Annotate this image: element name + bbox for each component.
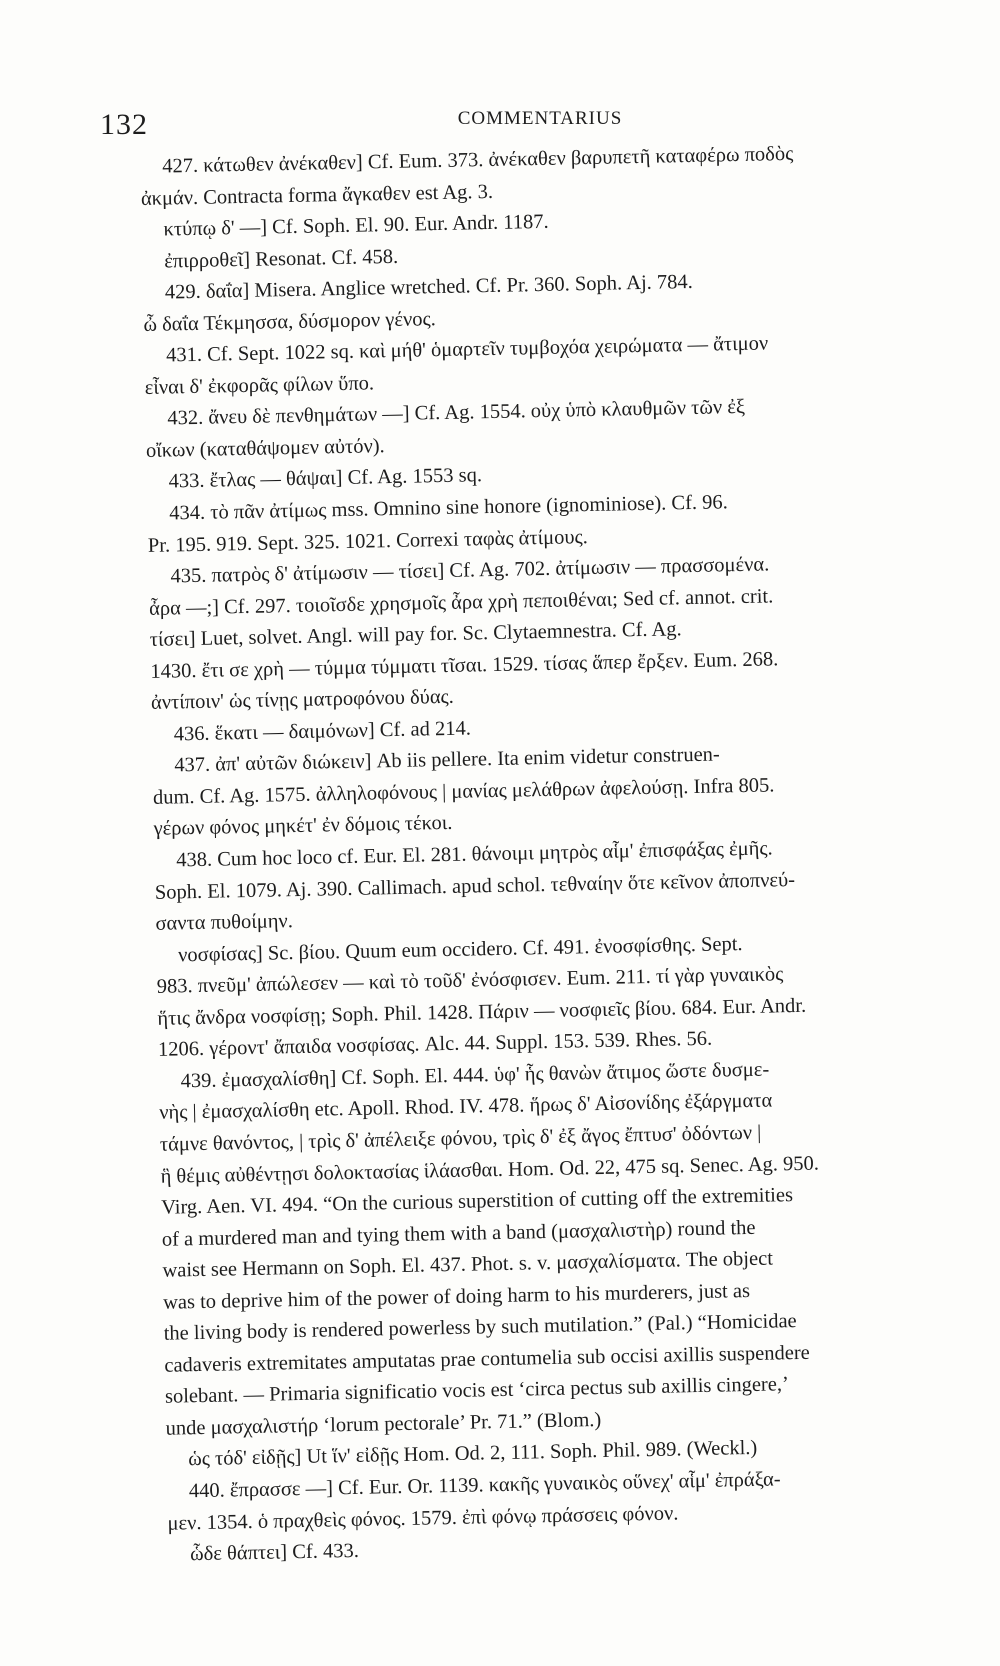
commentary-line: κτύπῳ δ' —] Cf. Soph. El. 90. Eur. Andr. 1187. bbox=[163, 210, 549, 241]
commentary-line: 432. ἄνευ δὲ πενθημάτων —] Cf. Ag. 1554. οὐχ ὑπὸ κλαυθμῶν τῶν ἐξ bbox=[167, 396, 746, 430]
commentary-line: 438. Cum hoc loco cf. Eur. El. 281. θάνοιμι μητρὸς αἷμ' ἐπισφάξας ἐμῆς. bbox=[176, 837, 773, 872]
commentary-line: εἶναι δ' ἐκφορᾶς φίλων ὕπο. bbox=[144, 372, 375, 399]
commentary-line: 1430. ἔτι σε χρὴ — τύμμα τύμματι τῖσαι. 1529. τίσας ἅπερ ἔρξεν. Eum. 268. bbox=[150, 648, 779, 683]
running-head: COMMENTARIUS bbox=[457, 108, 623, 129]
commentary-line: γέρων φόνος μηκέτ' ἐν δόμοις τέκοι. bbox=[153, 812, 453, 841]
commentary-line: ἆρα —;] Cf. 297. τοιοῖσδε χρησμοῖς ἆρα χρὴ πεποιθέναι; Sed cf. annot. crit. bbox=[148, 585, 774, 620]
commentary-line: μεν. 1354. ὁ πραχθεὶς φόνος. 1579. ἐπὶ φόνῳ πράσσεις φόνον. bbox=[167, 1501, 679, 1535]
commentary-line: 437. ἀπ' αὐτῶν διώκειν] Ab iis pellere. Ita enim videtur construen- bbox=[174, 743, 720, 777]
commentary-line: solebant. — Primaria significatio vocis est ‘circa pectus sub axillis cingere,’ bbox=[164, 1373, 790, 1409]
commentary-line: dum. Cf. Ag. 1575. ἀλληλοφόνους | μανίας μελάθρων ἀφελούσῃ. Infra 805. bbox=[152, 774, 775, 809]
commentary-line: νὴς | ἐμασχαλίσθη etc. Apoll. Rhod. IV. 478. ἥρως δ' Αἰσονίδης ἐξάργματα bbox=[159, 1089, 773, 1125]
commentary-line: 436. ἕκατι — δαιμόνων] Cf. ad 214. bbox=[173, 717, 472, 746]
commentary-line: Pr. 195. 919. Sept. 325. 1021. Correxi ταφὰς ἀτίμους. bbox=[147, 525, 588, 557]
commentary-line: σαντα πυθοίμην. bbox=[155, 910, 294, 935]
commentary-line: was to deprive him of the power of doing harm to his murderers, just as bbox=[162, 1279, 751, 1314]
commentary-line: νοσφίσας] Sc. βίου. Quum eum occidero. Cf. 491. ἐνοσφίσθης. Sept. bbox=[177, 932, 743, 967]
commentary-line: cadaveris extremitates amputatas prae contumelia sub occisi axillis suspendere bbox=[164, 1341, 810, 1377]
commentary-line: the living body is rendered powerless by such mutilation.” (Pal.) “Homicidae bbox=[163, 1310, 797, 1345]
commentary-line: ὦ δαΐα Τέκμησσα, δύσμορον γένος. bbox=[143, 307, 436, 336]
commentary-line: Soph. El. 1079. Aj. 390. Callimach. apud schol. τεθναίην ὅτε κεῖνον ἀποπνεύ- bbox=[154, 868, 796, 904]
page-header bbox=[100, 100, 980, 140]
commentary-body bbox=[140, 135, 1000, 1571]
commentary-line: ἀκμάν. Contracta forma ἄγκαθεν est Ag. 3. bbox=[140, 180, 494, 210]
commentary-line: unde μασχαλιστήρ ‘lorum pectorale’ Pr. 71.” (Blom.) bbox=[165, 1408, 602, 1440]
commentary-line: ἐπιρροθεῖ] Resonat. Cf. 458. bbox=[163, 245, 399, 273]
commentary-line: οἴκων (καταθάψομεν αὐτόν). bbox=[145, 435, 385, 462]
commentary-line: waist see Hermann on Soph. El. 437. Phot. s. v. μασχαλίσματα. The object bbox=[162, 1247, 774, 1282]
commentary-line: 433. ἔτλας — θάψαι] Cf. Ag. 1553 sq. bbox=[168, 464, 483, 493]
commentary-line: ὡς τόδ' εἰδῇς] Ut ἵν' εἰδῇς Hom. Od. 2, 111. Soph. Phil. 989. (Weckl.) bbox=[188, 1437, 758, 1471]
commentary-line: ἥτις ἄνδρα νοσφίσῃ; Soph. Phil. 1428. Πάριν — νοσφιεῖς βίου. 684. Eur. Andr. bbox=[157, 994, 807, 1030]
commentary-line: 434. τὸ πᾶν ἀτίμως mss. Omnino sine honore (ignominiose). Cf. 96. bbox=[169, 491, 728, 525]
commentary-line: ἀντίποιν' ὡς τίνῃς ματροφόνου δύας. bbox=[150, 686, 455, 715]
commentary-line: 429. δαΐα] Misera. Anglice wretched. Cf. Pr. 360. Soph. Aj. 784. bbox=[164, 271, 693, 304]
commentary-line: τίσει] Luet, solvet. Angl. will pay for. Sc. Clytaemnestra. Cf. Ag. bbox=[149, 618, 682, 652]
commentary-line: 431. Cf. Sept. 1022 sq. καὶ μήθ' ὁμαρτεῖν τυμβοχόα χειρώματα — ἄτιμον bbox=[165, 332, 769, 367]
commentary-line: 440. ἔπρασσε —] Cf. Eur. Or. 1139. κακῆς γυναικὸς οὕνεχ' αἷμ' ἐπράξα- bbox=[188, 1468, 781, 1503]
commentary-line: ἣ θέμις αὐθέντῃσι δολοκτασίας ἱλάασθαι. Hom. Od. 22, 475 sq. Senec. Ag. 950. bbox=[160, 1152, 820, 1188]
commentary-line: 1206. γέροντ' ἄπαιδα νοσφίσας. Alc. 44. Suppl. 153. 539. Rhes. 56. bbox=[157, 1028, 713, 1062]
commentary-line: Virg. Aen. VI. 494. “On the curious superstition of cutting off the extremities bbox=[160, 1184, 794, 1219]
commentary-line: τάμνε θανόντος, | τρὶς δ' ἀπέλειξε φόνου, τρὶς δ' ἐξ ἄγος ἔπτυσ' ὀδόντων | bbox=[159, 1121, 762, 1156]
commentary-line: of a murdered man and tying them with a band (μασχαλιστὴρ) round the bbox=[161, 1216, 756, 1251]
commentary-line: 427. κάτωθεν ἀνέκαθεν] Cf. Eum. 373. ἀνέκαθεν βαρυπετῆ καταφέρω ποδὸς bbox=[162, 142, 794, 178]
page-number: 132 bbox=[100, 108, 148, 141]
commentary-line: ὧδε θάπτει] Cf. 433. bbox=[189, 1539, 360, 1566]
commentary-line: 435. πατρὸς δ' ἀτίμωσιν — τίσει] Cf. Ag. 702. ἀτίμωσιν — πρασσομένα. bbox=[170, 553, 770, 588]
commentary-line: 439. ἐμασχαλίσθη] Cf. Soph. El. 444. ὑφ' ἧς θανὼν ἄτιμος ὥστε δυσμε- bbox=[180, 1058, 770, 1093]
commentary-line: 983. πνεῦμ' ἀπώλεσεν — καὶ τὸ τοῦδ' ἐνόσφισεν. Eum. 211. τί γὰρ γυναικὸς bbox=[156, 963, 784, 999]
